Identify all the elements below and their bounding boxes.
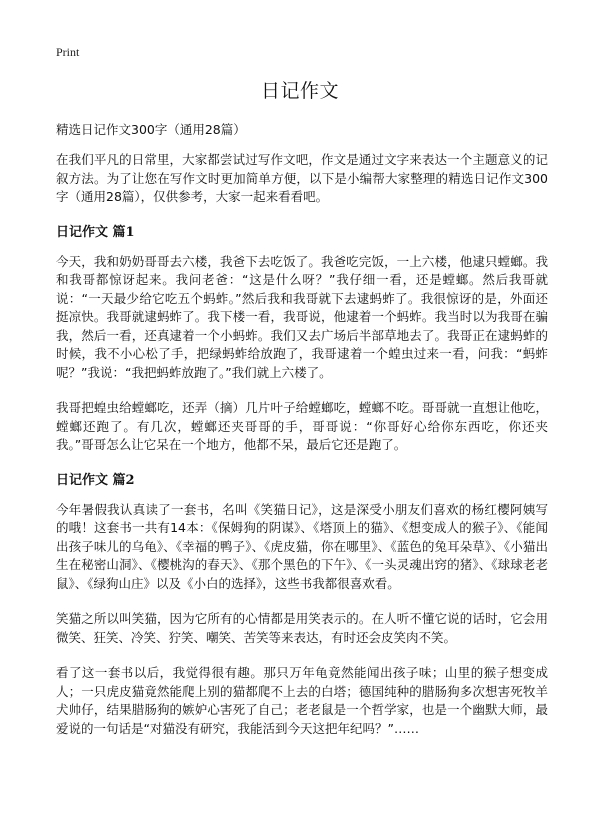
section-heading: 日记作文 篇2 [56,472,135,488]
print-link[interactable]: Print [56,45,80,59]
section-2 [56,472,548,739]
section-heading: 日记作文 篇1 [56,224,135,240]
section-paragraph: 今天，我和奶奶哥哥去六楼，我爸下去吃饭了。我爸吃完饭，一上六楼，他逮只螳螂。我和我哥都惊讶起来。我问老爸：“这是什么呀？”我仔细一看，还是螳螂。然后我哥就说：“一天最少给它吃五个蚂蚱。”然后我和我哥就下去逮蚂蚱了。我很惊讶的是，外面还挺凉快。我哥就逮蚂蚱了。我下楼一看，我哥说，他逮着一个蚂蚱。我当时以为我哥在骗我，然后一看，还真逮着一个小蚂蚱。我们又去广场后半部草地去了。我哥正在逮蚂蚱的时候，我不小心松了手，把绿蚂蚱给放跑了，我哥逮着一个蝗虫过来一看，问我：“蚂蚱呢？”我说：“我把蚂蚱放跑了。”我们就上六楼了。 [56,253,548,380]
section-paragraph: 笑猫之所以叫笑猫，因为它所有的心情都是用笑表示的。在人听不懂它说的话时，它会用微笑、狂笑、冷笑、狞笑、嘲笑、苦笑等来表达，有时还会皮笑肉不笑。 [56,611,548,645]
section-paragraph: 今年暑假我认真读了一套书，名叫《笑猫日记》，这是深受小朋友们喜欢的杨红樱阿姨写的哦！这套书一共有14本：《保姆狗的阴谋》、《塔顶上的猫》、《想变成人的猴子》、《能闻出孩子味儿的乌龟》、《幸福的鸭子》、《虎皮猫，你在哪里》、《蓝色的兔耳朵草》、《小猫出生在秘密山洞》、《樱桃沟的春天》、《那个黑色的下午》、《一头灵魂出窍的猪》、《球球老老鼠》、《绿狗山庄》以及《小白的选择》，这些书我都很喜欢看。 [56,501,548,591]
article-subtitle: 精选日记作文300字（通用28篇） [56,122,246,137]
article-body [56,121,548,738]
intro-paragraph: 在我们平凡的日常里，大家都尝试过写作文吧，作文是通过文字来表达一个主题意义的记叙方法。为了让您在写作文时更加简单方便，以下是小编帮大家整理的精选日记作文300字（通用28篇），仅供参考，大家一起来看看吧。 [56,152,548,204]
section-paragraph: 我哥把蝗虫给螳螂吃，还弄（摘）几片叶子给螳螂吃，螳螂不吃。哥哥就一直想让他吃，螳螂还跑了。有几次，螳螂还夹哥哥的手，哥哥说：“你哥好心给你东西吃，你还夹我。”哥哥怎么让它呆在一个地方，他都不呆，最后它还是跑了。 [56,400,548,452]
page-title: 日记作文 [260,80,339,102]
section-1 [56,224,548,455]
section-paragraph: 看了这一套书以后，我觉得很有趣。那只万年龟竟然能闻出孩子味；山里的猴子想变成人；一只虎皮猫竟然能爬上别的猫都爬不上去的白塔；德国纯种的腊肠狗多次想害死牧羊犬帅仔，结果腊肠狗的嫉妒心害死了自己；老老鼠是一个哲学家，也是一个幽默大师，最爱说的一句话是“对猫没有研究，我能活到今天这把年纪吗？”…… [56,665,548,736]
